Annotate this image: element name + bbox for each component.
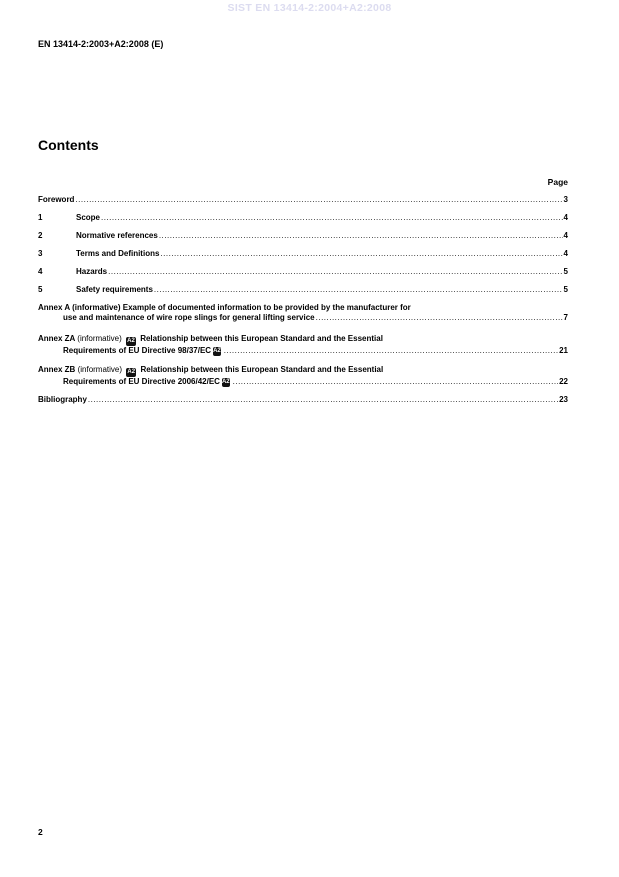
annex-zb-qualifier: (informative) (77, 365, 123, 374)
toc-entry-number: 5 (38, 285, 43, 294)
document-id: EN 13414-2:2003+A2:2008 (E) (38, 39, 164, 49)
leader-dots (316, 313, 563, 323)
toc-entry-annex-a[interactable] (38, 303, 568, 323)
page-column-label: Page (547, 177, 568, 187)
toc-entry-annex-zb[interactable] (38, 365, 568, 387)
annex-a-title-line-2-row (38, 313, 568, 323)
toc-entry-page: 5 (563, 267, 568, 276)
toc-entry-title: Terms and Definitions (76, 249, 160, 258)
toc-entry-page: 4 (563, 249, 568, 258)
toc-entry-number: 1 (38, 213, 43, 222)
contents-heading: Contents (38, 137, 99, 153)
toc-entry-title: Scope (76, 213, 101, 222)
toc-entry-normative-references[interactable] (38, 231, 568, 241)
toc-entry-foreword[interactable] (38, 195, 568, 205)
toc-entry-page: 21 (559, 346, 568, 355)
toc-entry-number: 2 (38, 231, 43, 240)
toc-entry-page: 4 (563, 231, 568, 240)
page-number: 2 (38, 827, 43, 837)
leader-dots (154, 285, 563, 295)
leader-dots (159, 231, 563, 241)
amendment-end-marker-icon: A2 (213, 348, 221, 354)
leader-dots (233, 377, 558, 387)
toc-entry-title: Safety requirements (76, 285, 153, 294)
leader-dots (224, 346, 558, 356)
toc-entry-page: 4 (563, 213, 568, 222)
toc-entry-hazards[interactable] (38, 267, 568, 277)
annex-a-title-line-2: use and maintenance of wire rope slings for general lifting service (63, 313, 315, 322)
watermark: SIST EN 13414-2:2004+A2:2008 (227, 2, 392, 14)
toc-entry-bibliography[interactable] (38, 395, 568, 405)
annex-a-title-line-1: Annex A (informative) Example of documented information to be provided by the manufacturer for (38, 303, 411, 312)
toc-entry-title: Normative references (76, 231, 158, 240)
leader-dots (88, 395, 558, 405)
leader-dots (160, 249, 562, 259)
annex-za-label: Annex ZA (38, 334, 76, 343)
amendment-start-marker-icon: A2 (127, 338, 135, 344)
amendment-start-marker-icon: A2 (127, 369, 136, 375)
toc-entry-annex-za[interactable] (38, 334, 568, 356)
leader-dots (101, 213, 563, 223)
leader-dots (108, 267, 562, 277)
annex-zb-title-line-2-row (38, 377, 568, 387)
toc-entry-title: Foreword (38, 195, 75, 204)
toc-entry-scope[interactable] (38, 213, 568, 223)
annex-za-title-line-2: Requirements of EU Directive 98/37/EC (63, 346, 212, 355)
toc-entry-page: 22 (559, 377, 568, 386)
annex-za-qualifier: (informative) (77, 334, 122, 343)
toc-entry-number: 3 (38, 249, 43, 258)
annex-za-title-line-1: Relationship between this European Standard and the Essential (140, 334, 383, 343)
leader-dots (75, 195, 562, 205)
annex-zb-title-line-1: Relationship between this European Standard and the Essential (140, 365, 384, 374)
annex-zb-label: Annex ZB (38, 365, 76, 374)
toc-entry-title: Bibliography (38, 395, 87, 404)
toc-entry-title: Hazards (76, 267, 108, 276)
toc-entry-safety-requirements[interactable] (38, 285, 568, 295)
toc-entry-page: 23 (559, 395, 568, 404)
toc-entry-number: 4 (38, 267, 43, 276)
annex-zb-title-line-2: Requirements of EU Directive 2006/42/EC (63, 377, 220, 386)
toc-entry-page: 7 (563, 313, 568, 322)
amendment-end-marker-icon: A2 (221, 379, 230, 385)
toc-entry-terms-and-definitions[interactable] (38, 249, 568, 259)
toc-entry-page: 3 (563, 195, 568, 204)
toc-entry-page: 5 (563, 285, 568, 294)
annex-za-title-line-2-row (38, 346, 568, 356)
